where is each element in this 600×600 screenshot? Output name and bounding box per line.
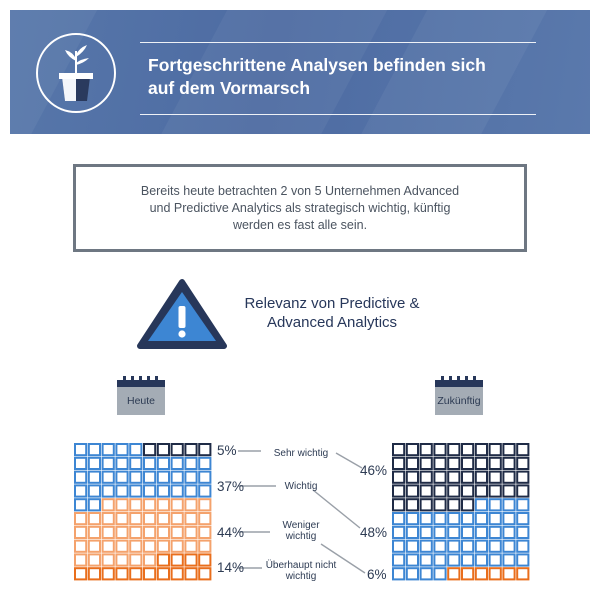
future-cell <box>476 472 487 483</box>
today-cell <box>144 472 155 483</box>
today-pct-sehr-wichtig: 5% <box>217 443 237 458</box>
category-ueberhaupt-nicht-line2: wichtig <box>285 571 317 582</box>
future-cell <box>448 554 459 565</box>
future-cell <box>407 527 418 538</box>
future-cell <box>421 541 432 552</box>
today-cell <box>116 513 127 524</box>
today-cell <box>144 554 155 565</box>
today-cell <box>75 527 86 538</box>
today-cell <box>130 499 141 510</box>
future-cell <box>434 499 445 510</box>
future-cell <box>421 568 432 579</box>
future-cell <box>490 458 501 469</box>
today-cell <box>75 499 86 510</box>
today-cell <box>116 554 127 565</box>
today-cell <box>185 554 196 565</box>
calendar-future-label: Zukünftig <box>437 395 481 407</box>
today-pct-weniger-wichtig: 44% <box>217 525 245 540</box>
future-cell <box>421 472 432 483</box>
future-cell <box>517 513 528 524</box>
today-cell <box>144 513 155 524</box>
today-cell <box>130 541 141 552</box>
future-cell <box>434 513 445 524</box>
today-cell <box>158 499 169 510</box>
future-cell <box>434 568 445 579</box>
today-cell <box>172 527 183 538</box>
future-cell <box>393 472 404 483</box>
chart-title-line2: Advanced Analytics <box>266 314 398 331</box>
future-cell <box>462 499 473 510</box>
today-cell <box>199 485 210 496</box>
future-cell <box>476 444 487 455</box>
future-cell <box>490 513 501 524</box>
future-cell <box>448 499 459 510</box>
future-cell <box>393 554 404 565</box>
future-cell <box>421 554 432 565</box>
future-cell <box>490 568 501 579</box>
today-pct-ueberhaupt-nicht: 14% <box>217 560 245 575</box>
today-cell <box>199 472 210 483</box>
future-cell <box>393 458 404 469</box>
today-cell <box>75 554 86 565</box>
future-cell <box>503 568 514 579</box>
today-cell <box>130 568 141 579</box>
future-cell <box>421 485 432 496</box>
future-cell <box>448 527 459 538</box>
today-cell <box>144 568 155 579</box>
future-cell <box>434 527 445 538</box>
today-cell <box>103 513 114 524</box>
category-wichtig-text: Wichtig <box>284 481 318 492</box>
future-cell <box>517 499 528 510</box>
future-cell <box>393 513 404 524</box>
future-cell <box>407 554 418 565</box>
today-cell <box>144 527 155 538</box>
today-cell <box>116 499 127 510</box>
future-cell <box>503 472 514 483</box>
future-cell <box>393 485 404 496</box>
future-cell <box>393 444 404 455</box>
page-title-line2: auf dem Vormarsch <box>148 78 311 98</box>
today-cell <box>172 472 183 483</box>
today-cell <box>116 527 127 538</box>
today-cell <box>199 527 210 538</box>
today-cell <box>199 568 210 579</box>
future-cell <box>393 568 404 579</box>
future-cell <box>407 485 418 496</box>
today-cell <box>116 485 127 496</box>
today-cell <box>172 541 183 552</box>
future-cell <box>517 458 528 469</box>
today-cell <box>158 554 169 565</box>
calendar-today-label: Heute <box>126 395 156 407</box>
today-cell <box>185 485 196 496</box>
future-cell <box>407 568 418 579</box>
today-cell <box>158 472 169 483</box>
future-cell <box>476 485 487 496</box>
today-cell <box>158 458 169 469</box>
today-cell <box>185 568 196 579</box>
today-cell <box>103 485 114 496</box>
future-cell <box>490 499 501 510</box>
today-cell <box>103 458 114 469</box>
today-cell <box>89 458 100 469</box>
future-cell <box>476 458 487 469</box>
future-cell <box>448 444 459 455</box>
info-line2: und Predictive Analytics als strategisch wichtig, künftig <box>149 200 451 215</box>
category-sehr-wichtig <box>261 448 341 459</box>
today-cell <box>89 472 100 483</box>
today-cell <box>89 444 100 455</box>
today-cell <box>75 541 86 552</box>
today-cell <box>89 554 100 565</box>
category-wichtig <box>261 481 341 492</box>
future-cell <box>517 554 528 565</box>
future-cell <box>434 554 445 565</box>
info-line1: Bereits heute betrachten 2 von 5 Unternehmen Advanced <box>140 183 460 198</box>
today-cell <box>185 499 196 510</box>
today-cell <box>199 444 210 455</box>
today-cell <box>130 458 141 469</box>
future-cell <box>517 472 528 483</box>
future-cell <box>421 458 432 469</box>
future-cell <box>462 444 473 455</box>
category-weniger-wichtig <box>261 520 341 542</box>
today-cell <box>144 444 155 455</box>
today-cell <box>199 499 210 510</box>
future-cell <box>448 513 459 524</box>
today-cell <box>185 444 196 455</box>
category-weniger-wichtig-line1: Weniger <box>282 520 320 531</box>
future-cell <box>434 541 445 552</box>
category-ueberhaupt-nicht-wichtig <box>261 560 341 582</box>
future-pct-ueberhaupt-nicht: 6% <box>367 567 387 582</box>
today-cell <box>199 541 210 552</box>
today-cell <box>185 527 196 538</box>
future-cell <box>393 527 404 538</box>
future-pct-sehr-wichtig: 46% <box>360 463 388 478</box>
future-cell <box>503 513 514 524</box>
future-cell <box>462 472 473 483</box>
today-cell <box>172 458 183 469</box>
today-cell <box>199 513 210 524</box>
today-cell <box>130 485 141 496</box>
today-cell <box>75 513 86 524</box>
today-cell <box>158 527 169 538</box>
future-cell <box>407 513 418 524</box>
future-cell <box>476 541 487 552</box>
today-cell <box>144 541 155 552</box>
future-cell <box>448 458 459 469</box>
today-cell <box>116 472 127 483</box>
future-cell <box>407 541 418 552</box>
today-cell <box>199 554 210 565</box>
future-cell <box>434 485 445 496</box>
today-cell <box>103 499 114 510</box>
future-cell <box>517 568 528 579</box>
today-cell <box>158 485 169 496</box>
today-cell <box>75 458 86 469</box>
future-cell <box>462 568 473 579</box>
future-cell <box>503 541 514 552</box>
today-cell <box>116 541 127 552</box>
today-cell <box>75 568 86 579</box>
future-cell <box>462 554 473 565</box>
today-cell <box>158 568 169 579</box>
today-cell <box>89 541 100 552</box>
future-cell <box>490 527 501 538</box>
today-cell <box>172 554 183 565</box>
today-cell <box>172 485 183 496</box>
today-cell <box>116 568 127 579</box>
future-cell <box>490 472 501 483</box>
today-cell <box>144 499 155 510</box>
today-cell <box>103 554 114 565</box>
today-cell <box>130 554 141 565</box>
today-cell <box>103 541 114 552</box>
future-cell <box>490 444 501 455</box>
today-cell <box>89 527 100 538</box>
future-cell <box>421 513 432 524</box>
future-cell <box>517 541 528 552</box>
future-cell <box>462 541 473 552</box>
future-cell <box>503 499 514 510</box>
future-cell <box>434 472 445 483</box>
today-cell <box>103 568 114 579</box>
today-cell <box>185 472 196 483</box>
today-cell <box>89 499 100 510</box>
today-cell <box>75 444 86 455</box>
today-cell <box>185 541 196 552</box>
future-cell <box>503 458 514 469</box>
future-cell <box>503 485 514 496</box>
today-pct-wichtig: 37% <box>217 479 245 494</box>
future-cell <box>517 485 528 496</box>
future-cell <box>407 499 418 510</box>
future-cell <box>407 444 418 455</box>
chart-title-line1: Relevanz von Predictive & <box>244 295 420 312</box>
future-cell <box>476 568 487 579</box>
category-weniger-wichtig-line2: wichtig <box>285 531 317 542</box>
today-cell <box>75 472 86 483</box>
future-cell <box>462 513 473 524</box>
today-cell <box>199 458 210 469</box>
future-cell <box>476 513 487 524</box>
future-cell <box>448 485 459 496</box>
today-cell <box>130 444 141 455</box>
future-cell <box>462 485 473 496</box>
future-cell <box>448 541 459 552</box>
future-cell <box>421 527 432 538</box>
future-cell <box>421 499 432 510</box>
future-cell <box>448 472 459 483</box>
today-cell <box>185 513 196 524</box>
today-cell <box>130 527 141 538</box>
today-cell <box>172 513 183 524</box>
page-title-line1: Fortgeschrittene Analysen befinden sich <box>148 55 486 75</box>
today-cell <box>144 485 155 496</box>
category-ueberhaupt-nicht-line1: Überhaupt nicht <box>265 560 337 571</box>
future-cell <box>476 527 487 538</box>
future-cell <box>448 568 459 579</box>
future-cell <box>421 444 432 455</box>
category-sehr-wichtig-text: Sehr wichtig <box>273 448 329 459</box>
today-cell <box>89 485 100 496</box>
future-cell <box>503 527 514 538</box>
today-cell <box>116 458 127 469</box>
future-cell <box>503 554 514 565</box>
future-cell <box>490 554 501 565</box>
future-cell <box>434 444 445 455</box>
today-cell <box>130 513 141 524</box>
today-cell <box>185 458 196 469</box>
today-cell <box>89 513 100 524</box>
future-cell <box>407 472 418 483</box>
future-cell <box>476 554 487 565</box>
today-cell <box>103 527 114 538</box>
today-cell <box>75 485 86 496</box>
today-cell <box>172 568 183 579</box>
today-cell <box>172 444 183 455</box>
future-cell <box>490 541 501 552</box>
future-cell <box>434 458 445 469</box>
today-cell <box>116 444 127 455</box>
future-cell <box>393 499 404 510</box>
future-cell <box>503 444 514 455</box>
future-cell <box>517 444 528 455</box>
today-cell <box>158 444 169 455</box>
today-cell <box>144 458 155 469</box>
today-cell <box>89 568 100 579</box>
info-line3: werden es fast alle sein. <box>232 217 368 232</box>
future-cell <box>490 485 501 496</box>
today-cell <box>103 444 114 455</box>
future-cell <box>476 499 487 510</box>
future-pct-wichtig: 48% <box>360 525 388 540</box>
future-cell <box>393 541 404 552</box>
today-cell <box>158 513 169 524</box>
future-cell <box>462 527 473 538</box>
today-cell <box>130 472 141 483</box>
future-cell <box>462 458 473 469</box>
today-cell <box>103 472 114 483</box>
today-cell <box>158 541 169 552</box>
future-cell <box>517 527 528 538</box>
today-cell <box>172 499 183 510</box>
future-cell <box>407 458 418 469</box>
